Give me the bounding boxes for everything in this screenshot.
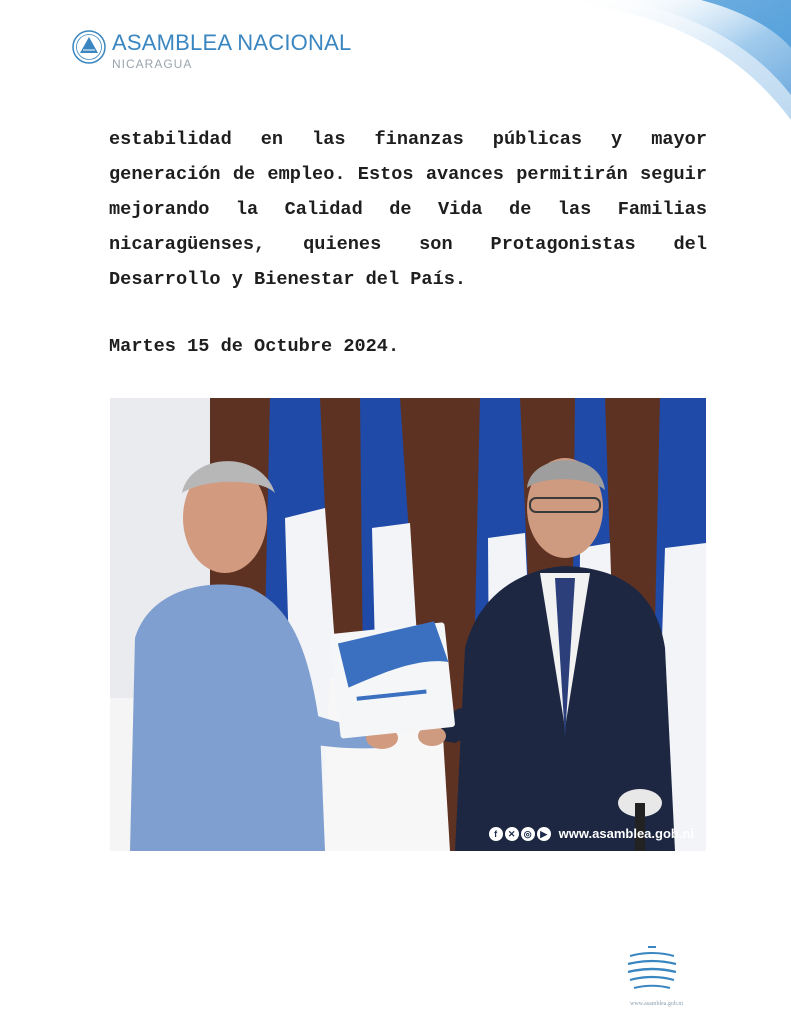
photo-watermark [489, 826, 694, 841]
x-icon: ✕ [505, 827, 519, 841]
watermark-url: www.asamblea.gob.ni [558, 826, 694, 841]
youtube-icon: ▶ [537, 827, 551, 841]
footer-url: www.asamblea.gob.ni [630, 1001, 684, 1007]
facebook-icon: f [489, 827, 503, 841]
event-photo [110, 398, 706, 851]
logo-subtitle: NICARAGUA [112, 57, 193, 71]
date-line: Martes 15 de Octubre 2024. [109, 336, 400, 357]
body-paragraph: estabilidad en las finanzas públicas y mayor generación de empleo. Estos avances permitirán seguir mejorando la Calidad de Vida de las Familias nicaragüenses, quienes son Protagonistas del Desarrollo y Bienestar del País. [109, 129, 707, 290]
header-swoosh-decoration [531, 0, 791, 130]
footer-logo-icon [624, 940, 680, 1010]
document-being-handed [330, 620, 455, 738]
logo-title: ASAMBLEA NACIONAL [112, 30, 352, 55]
instagram-icon: ◎ [521, 827, 535, 841]
photo-illustration [110, 398, 706, 851]
header-logo [72, 30, 351, 71]
national-seal-icon [72, 30, 106, 64]
